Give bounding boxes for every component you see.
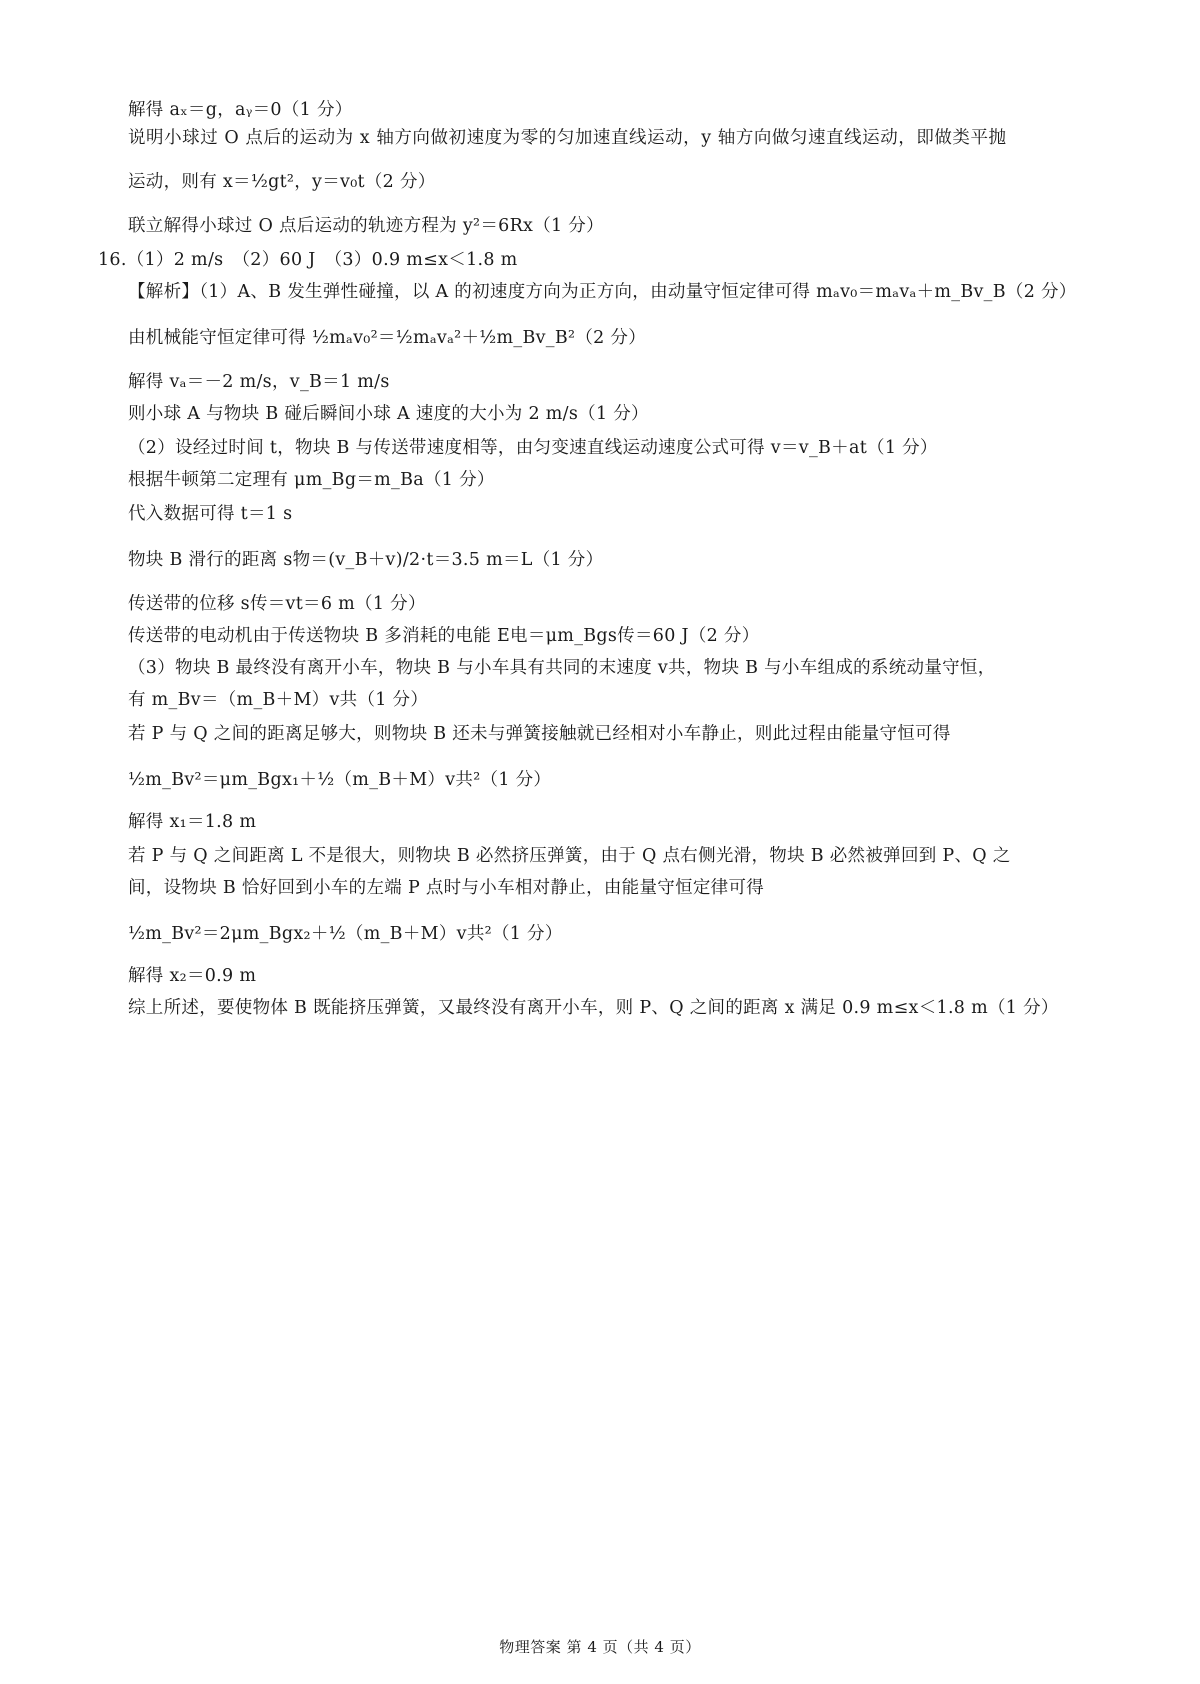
- answer-summary: 16.（1）2 m/s （2）60 J （3）0.9 m≤x＜1.8 m: [98, 250, 518, 270]
- text-line: （3）物块 B 最终没有离开小车，物块 B 与小车具有共同的末速度 v共，物块 B 与小车组成的系统动量守恒，: [128, 658, 996, 678]
- text-line: 综上所述，要使物体 B 既能挤压弹簧，又最终没有离开小车，则 P、Q 之间的距离 x 满足 0.9 m≤x＜1.8 m（1 分）: [128, 998, 1059, 1018]
- text-line: 说明小球过 O 点后的运动为 x 轴方向做初速度为零的匀加速直线运动，y 轴方向做匀速直线运动，即做类平抛: [128, 128, 1007, 148]
- text-line: ½m_Bv²＝2μm_Bgx₂＋½（m_B＋M）v共²（1 分）: [128, 924, 563, 944]
- text-line: 由机械能守恒定律可得 ½mₐv₀²＝½mₐvₐ²＋½m_Bv_B²（2 分）: [128, 328, 647, 348]
- text-line: （2）设经过时间 t，物块 B 与传送带速度相等，由匀变速直线运动速度公式可得 v＝v_B＋at（1 分）: [128, 438, 938, 458]
- text-line: 代入数据可得 t＝1 s: [128, 504, 293, 524]
- text-line: 运动，则有 x＝½gt²，y＝v₀t（2 分）: [128, 172, 436, 192]
- text-line: 解得 vₐ＝－2 m/s，v_B＝1 m/s: [128, 372, 390, 392]
- text-line: 若 P 与 Q 之间距离 L 不是很大，则物块 B 必然挤压弹簧，由于 Q 点右侧光滑，物块 B 必然被弹回到 P、Q 之: [128, 846, 1011, 866]
- text-line: ½m_Bv²＝μm_Bgx₁＋½（m_B＋M）v共²（1 分）: [128, 770, 552, 790]
- text-line: 传送带的位移 s传＝vt＝6 m（1 分）: [128, 594, 426, 614]
- text-line: 有 m_Bv＝（m_B＋M）v共（1 分）: [128, 690, 429, 710]
- text-line: 传送带的电动机由于传送物块 B 多消耗的电能 E电＝μm_Bgs传＝60 J（2 分）: [128, 626, 760, 646]
- page-footer: 物理答案 第 4 页（共 4 页）: [499, 1638, 701, 1656]
- analysis-heading-line: 【解析】（1）A、B 发生弹性碰撞，以 A 的初速度方向为正方向，由动量守恒定律可得 mₐv₀＝mₐvₐ＋m_Bv_B（2 分）: [128, 282, 1077, 302]
- text-line: 物块 B 滑行的距离 s物＝(v_B＋v)/2·t＝3.5 m＝L（1 分）: [128, 550, 604, 570]
- text-line: 根据牛顿第二定理有 μm_Bg＝m_Ba（1 分）: [128, 470, 495, 490]
- text-line: 解得 x₂＝0.9 m: [128, 966, 257, 986]
- text-line: 间，设物块 B 恰好回到小车的左端 P 点时与小车相对静止，由能量守恒定律可得: [128, 878, 765, 898]
- text-line: 若 P 与 Q 之间的距离足够大，则物块 B 还未与弹簧接触就已经相对小车静止，则此过程由能量守恒可得: [128, 724, 951, 744]
- text-line: 联立解得小球过 O 点后运动的轨迹方程为 y²＝6Rx（1 分）: [128, 216, 604, 236]
- text-line: 则小球 A 与物块 B 碰后瞬间小球 A 速度的大小为 2 m/s（1 分）: [128, 404, 649, 424]
- text-line: 解得 aₓ＝g，aᵧ＝0（1 分）: [128, 100, 353, 120]
- text-line: 解得 x₁＝1.8 m: [128, 812, 257, 832]
